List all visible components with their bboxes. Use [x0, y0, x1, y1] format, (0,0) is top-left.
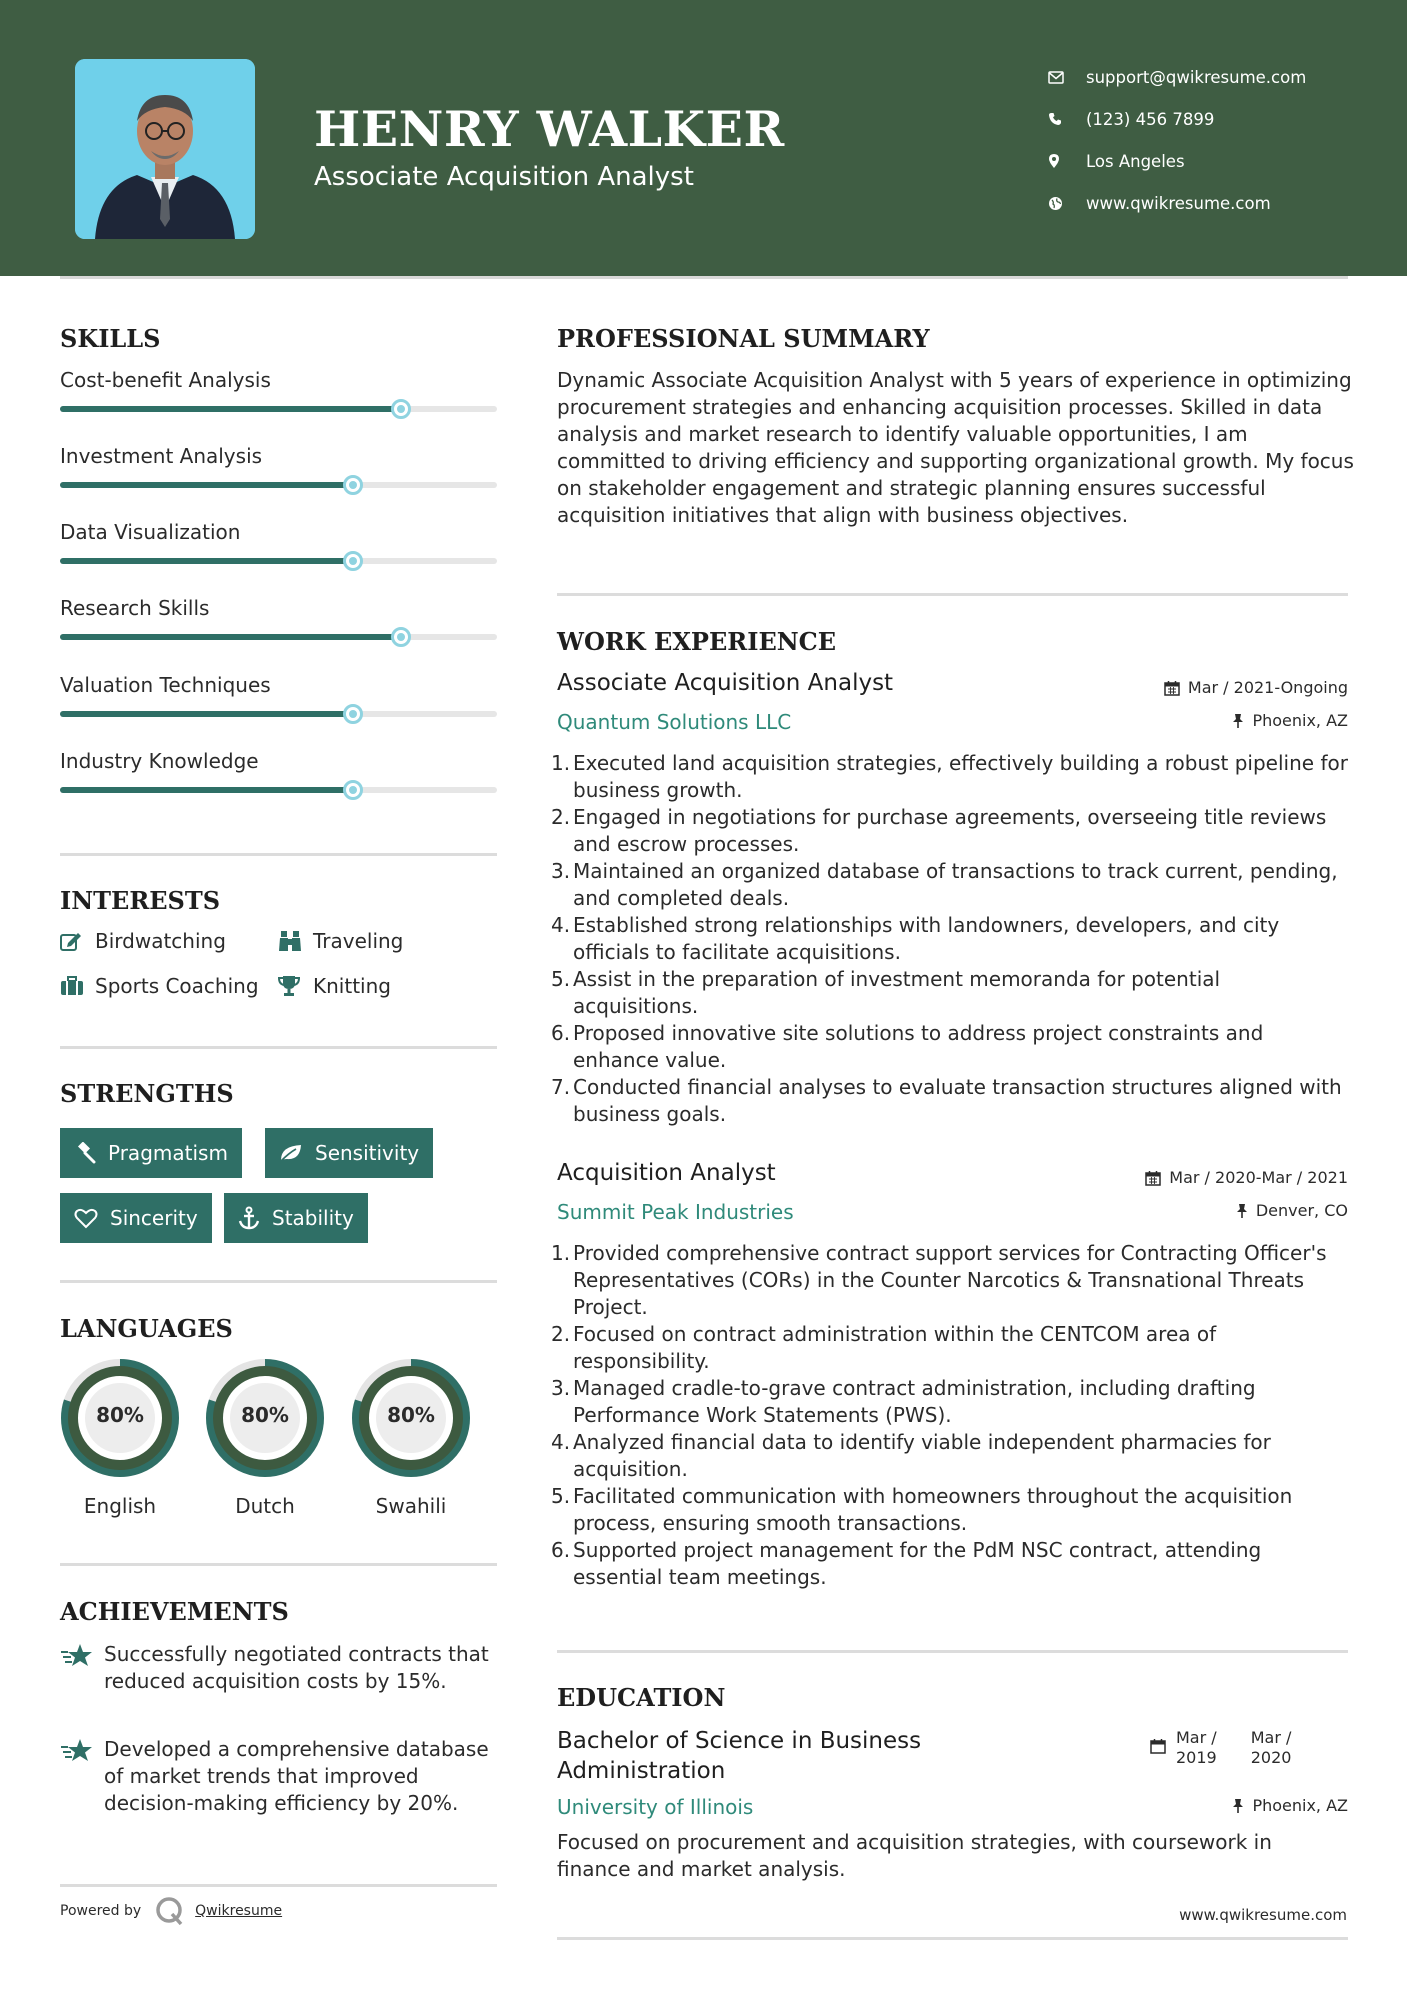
section-divider	[557, 1937, 1348, 1940]
footer-website-link[interactable]: www.qwikresume.com	[1179, 1906, 1347, 1924]
interest-label: Traveling	[313, 929, 404, 953]
achievement-text: Developed a comprehensive database of market trends that improved decision-making efficiency by 20%.	[104, 1737, 489, 1815]
education-location-text: Phoenix, AZ	[1252, 1796, 1348, 1815]
anchor-icon	[238, 1206, 260, 1230]
profile-photo	[75, 59, 255, 239]
contact-phone[interactable]	[1048, 98, 1306, 140]
achievements-heading: ACHIEVEMENTS	[60, 1597, 289, 1626]
list-item: 2. Engaged in negotiations for purchase agreements, overseeing title reviews and escrow processes.	[551, 805, 1327, 856]
interest-label: Sports Coaching	[95, 974, 259, 998]
language-name: Swahili	[375, 1494, 447, 1518]
languages-heading: LANGUAGES	[60, 1314, 233, 1343]
skill-bar-knob	[343, 475, 363, 495]
company-name: Summit Peak Industries	[557, 1200, 794, 1224]
skill-bar	[60, 558, 497, 564]
list-item: 3. Managed cradle-to-grave contract administration, including drafting Performance Work Statements (PWS).	[551, 1376, 1256, 1427]
language-item	[205, 1358, 325, 1518]
school-name: University of Illinois	[557, 1795, 754, 1819]
skill-label: Research Skills	[60, 596, 210, 620]
list-item: 7. Conducted financial analyses to evaluate transaction structures aligned with business goals.	[551, 1075, 1342, 1126]
phone-icon	[1048, 112, 1086, 126]
strength-badge	[224, 1193, 368, 1243]
leaf-icon	[279, 1143, 303, 1163]
list-item: 4. Analyzed financial data to identify viable independent pharmacies for acquisition.	[551, 1430, 1271, 1481]
contact-website-text: www.qwikresume.com	[1086, 193, 1271, 213]
list-item: 3. Maintained an organized database of transactions to track current, pending, and completed deals.	[551, 859, 1338, 910]
section-divider	[60, 1563, 497, 1566]
strength-label: Stability	[272, 1206, 354, 1230]
pushpin-icon	[1232, 1798, 1244, 1814]
skill-label: Industry Knowledge	[60, 749, 259, 773]
skills-heading: SKILLS	[60, 324, 161, 353]
skill-label: Valuation Techniques	[60, 673, 271, 697]
education-heading: EDUCATION	[557, 1683, 726, 1712]
powered-by-brand-link[interactable]: Qwikresume	[195, 1903, 283, 1919]
skill-label: Data Visualization	[60, 520, 241, 544]
language-percent: 80%	[241, 1403, 289, 1427]
job-location	[1236, 1201, 1348, 1220]
skill-bar-knob	[343, 704, 363, 724]
job-location-text: Phoenix, AZ	[1252, 711, 1348, 730]
achievement-item	[60, 1641, 500, 1695]
binoculars-icon	[278, 930, 313, 952]
company-name: Quantum Solutions LLC	[557, 710, 792, 734]
job-location-text: Denver, CO	[1255, 1201, 1348, 1220]
job-date	[1145, 1168, 1348, 1187]
pushpin-icon	[1232, 713, 1244, 729]
skill-item	[60, 368, 497, 392]
education-date	[1150, 1728, 1291, 1768]
skill-bar-knob	[343, 780, 363, 800]
strength-badge	[265, 1128, 433, 1178]
job-date-text: Mar / 2021-Ongoing	[1187, 678, 1348, 697]
job-location	[1232, 711, 1348, 730]
list-item: 2. Focused on contract administration within the CENTCOM area of responsibility.	[551, 1322, 1217, 1373]
skill-item	[60, 596, 497, 620]
contact-email-text: support@qwikresume.com	[1086, 67, 1307, 87]
job-bullets	[551, 1240, 1351, 1591]
map-pin-icon	[1048, 153, 1086, 169]
skill-item	[60, 749, 497, 773]
qwikresume-logo-icon	[155, 1896, 185, 1926]
education-start: Mar / 2019	[1176, 1728, 1217, 1767]
strength-label: Sensitivity	[315, 1141, 420, 1165]
section-divider	[60, 1280, 497, 1283]
language-percent: 80%	[96, 1403, 144, 1427]
strength-label: Sincerity	[110, 1206, 198, 1230]
skill-bar	[60, 634, 497, 640]
interests-heading: INTERESTS	[60, 886, 221, 915]
list-item: 6. Supported project management for the PdM NSC contract, attending essential team meetings.	[551, 1538, 1262, 1589]
strength-badge	[60, 1193, 212, 1243]
powered-by	[60, 1896, 282, 1926]
list-item: 6. Proposed innovative site solutions to address project constraints and enhance value.	[551, 1021, 1264, 1072]
achievement-text: Successfully negotiated contracts that reduced acquisition costs by 15%.	[104, 1642, 489, 1693]
interest-item	[278, 929, 403, 953]
list-item: 1. Provided comprehensive contract support services for Contracting Officer's Representatives (CORs) in the Counter Narcotics & Transnational Threats Project.	[551, 1241, 1327, 1319]
section-divider	[557, 1650, 1348, 1653]
strength-badge	[60, 1128, 242, 1178]
skill-item	[60, 520, 497, 544]
degree-line: Administration	[557, 1758, 726, 1784]
experience-heading: WORK EXPERIENCE	[557, 627, 837, 656]
trophy-icon	[278, 975, 313, 997]
interest-item	[60, 974, 259, 998]
language-name: English	[83, 1494, 157, 1518]
summary-text: Dynamic Associate Acquisition Analyst with 5 years of experience in optimizing procurement strategies and enhancing acquisition processes. Skilled in data analysis and market research to identify valuable opportunities, I am committed to driving efficiency and supporting organizational growth. My focus on stakeholder engagement and strategic planning ensures successful acquisition initiatives that align with business objectives.	[557, 368, 1354, 527]
interest-label: Knitting	[313, 974, 391, 998]
education-location	[1232, 1796, 1348, 1815]
education-description: Focused on procurement and acquisition strategies, with coursework in finance and market analysis.	[557, 1830, 1272, 1881]
pushpin-icon	[1236, 1203, 1248, 1219]
degree-title	[557, 1726, 921, 1786]
language-item	[60, 1358, 180, 1518]
list-item: 5. Assist in the preparation of investment memoranda for potential acquisitions.	[551, 967, 1221, 1018]
candidate-name: HENRY WALKER	[314, 100, 785, 158]
calendar-icon	[1150, 1738, 1166, 1754]
skill-bar	[60, 482, 497, 488]
envelope-icon	[1048, 71, 1086, 84]
interest-label: Birdwatching	[95, 929, 226, 953]
globe-icon	[1048, 196, 1086, 211]
skill-bar	[60, 787, 497, 793]
strengths-heading: STRENGTHS	[60, 1079, 234, 1108]
summary-heading: PROFESSIONAL SUMMARY	[557, 324, 930, 353]
heart-icon	[74, 1208, 98, 1229]
job-title: Acquisition Analyst	[557, 1160, 776, 1186]
powered-by-label: Powered by	[60, 1903, 142, 1919]
strength-label: Pragmatism	[108, 1141, 228, 1165]
skill-bar	[60, 406, 497, 412]
contact-list	[1048, 56, 1306, 224]
contact-location-text: Los Angeles	[1086, 151, 1185, 171]
section-divider	[60, 1046, 497, 1049]
section-divider	[557, 593, 1348, 596]
contact-phone-text: (123) 456 7899	[1086, 109, 1215, 129]
skill-bar-knob	[343, 551, 363, 571]
degree-line: Bachelor of Science in Business	[557, 1728, 922, 1754]
language-item	[351, 1358, 471, 1518]
star-icon	[60, 1643, 94, 1673]
candidate-title: Associate Acquisition Analyst	[314, 162, 694, 192]
calendar-icon	[1145, 1170, 1161, 1186]
header-divider	[60, 276, 1348, 279]
language-name: Dutch	[235, 1494, 295, 1518]
list-item: 4. Established strong relationships with landowners, developers, and city officials to facilitate acquisitions.	[551, 913, 1280, 964]
skill-bar-knob	[391, 627, 411, 647]
contact-website[interactable]	[1048, 182, 1306, 224]
education-end: Mar / 2020	[1250, 1728, 1292, 1767]
interest-item	[278, 974, 391, 998]
skill-item	[60, 444, 497, 468]
interest-item	[60, 929, 226, 953]
gavel-icon	[74, 1142, 96, 1164]
contact-location	[1048, 140, 1306, 182]
star-icon	[60, 1738, 94, 1768]
skill-bar	[60, 711, 497, 717]
section-divider	[60, 853, 497, 856]
skill-bar-knob	[391, 399, 411, 419]
achievement-item	[60, 1736, 500, 1817]
job-bullets	[551, 750, 1351, 1128]
edit-icon	[60, 931, 95, 951]
list-item: 1. Executed land acquisition strategies, effectively building a robust pipeline for business growth.	[551, 751, 1348, 802]
resume-header	[0, 0, 1407, 276]
skill-item	[60, 673, 497, 697]
calendar-icon	[1164, 680, 1180, 696]
job-title: Associate Acquisition Analyst	[557, 670, 894, 696]
job-date-text: Mar / 2020-Mar / 2021	[1169, 1168, 1348, 1187]
skill-label: Cost-benefit Analysis	[60, 368, 271, 392]
skill-label: Investment Analysis	[60, 444, 263, 468]
list-item: 5. Facilitated communication with homeowners throughout the acquisition process, ensuring smooth transactions.	[551, 1484, 1293, 1535]
briefcase-icon	[60, 976, 95, 996]
job-date	[1164, 678, 1348, 697]
contact-email[interactable]	[1048, 56, 1306, 98]
language-percent: 80%	[387, 1403, 435, 1427]
section-divider	[60, 1884, 497, 1887]
